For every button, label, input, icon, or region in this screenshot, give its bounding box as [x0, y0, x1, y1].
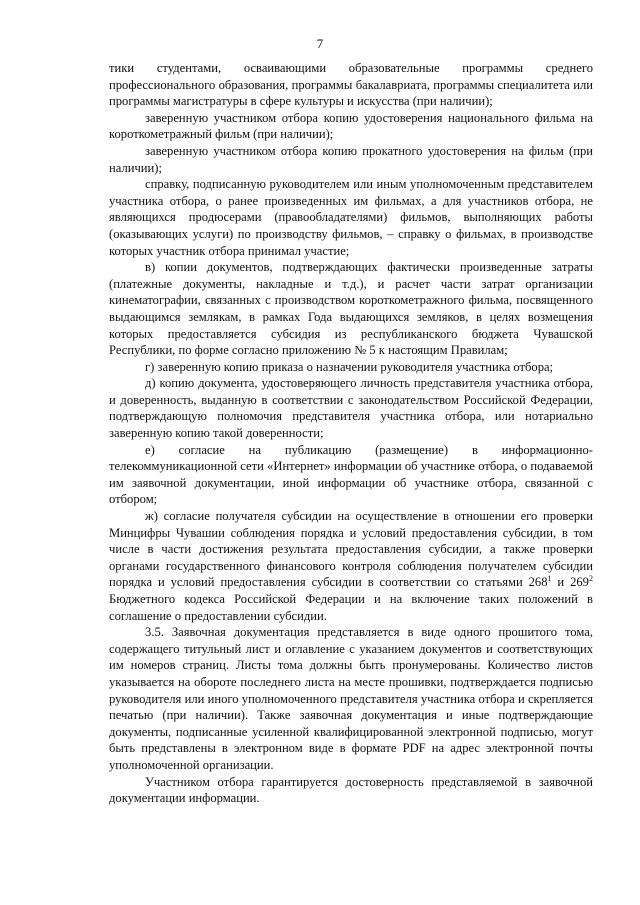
- paragraph-item-e: е) согласие на публикацию (размещение) в информационно-телекоммуникационной сети «Интернет» информации об участнике отбора, о подаваемой им заявочной документации, иной информации об участнике отбора, связанной с отбором;: [109, 442, 593, 507]
- document-body: [109, 60, 593, 807]
- paragraph-accuracy-guarantee: Участником отбора гарантируется достоверность представляемой в заявочной документации информации.: [109, 774, 593, 806]
- paragraph-films-reference: справку, подписанную руководителем или иным уполномоченным представителем участника отбора, о ранее произведенных им фильмах, а для участников отбора, не являющихся продюсерами (правообладателями) фильмов, выполняющих работы (оказывающих услуги) по производству фильмов, – справку о фильмах, в производстве которых участник отбора принимал участие;: [109, 177, 593, 258]
- superscript-2: 2: [588, 574, 593, 584]
- superscript-1: 1: [547, 574, 552, 584]
- paragraph-distribution-certificate: заверенную участником отбора копию прокатного удостоверения на фильм (при наличии);: [109, 143, 593, 175]
- item-zh-text-middle: и 269: [551, 575, 589, 590]
- paragraph-continuation: тики студентами, осваивающими образовательные программы среднего профессионального образования, программы бакалавриата, программы специалитета или программы магистратуры в сфере культуры и искусства (при наличии);: [109, 61, 593, 109]
- paragraph-item-d: д) копию документа, удостоверяющего личность представителя участника отбора, и доверенность, выданную в соответствии с законодательством Российской Федерации, подтверждающую полномочия представителя участника отбора, или нотариально заверенную копию такой доверенности;: [109, 376, 593, 441]
- item-zh-text-start: ж) согласие получателя субсидии на осуществление в отношении его проверки Минцифры Чувашии соблюдения порядка и условий предоставления субсидии, в том числе в части достижения результата предоставления субсидии, а также проверки органами государственного финансового контроля соблюдения получателем субсидии порядка и условий предоставления субсидии в соответствии со статьями 268: [109, 509, 593, 590]
- paragraph-national-film-certificate: заверенную участником отбора копию удостоверения национального фильма на короткометражный фильм (при наличии);: [109, 110, 593, 142]
- item-zh-text-end: Бюджетного кодекса Российской Федерации и на включение таких положений в соглашение о предоставлении субсидии.: [109, 592, 593, 623]
- page-number: 7: [316, 36, 324, 51]
- paragraph-item-v: в) копии документов, подтверждающих фактически произведенные затраты (платежные документы, накладные и т.д.), и расчет части затрат организации кинематографии, связанных с производством короткометражного фильма, посвященного выдающимся землякам, в рамках Года выдающихся земляков, в целях возмещения которых предоставляется субсидия из республиканского бюджета Чувашской Республики, по форме согласно приложению № 5 к настоящим Правилам;: [109, 260, 593, 358]
- paragraph-item-g: г) заверенную копию приказа о назначении руководителя участника отбора;: [145, 359, 554, 374]
- paragraph-item-zh: [109, 508, 593, 624]
- paragraph-section-3-5: 3.5. Заявочная документация представляется в виде одного прошитого тома, содержащего титульный лист и оглавление с указанием документов и соответствующих им номеров страниц. Листы тома должны быть пронумерованы. Количество листов указывается на обороте последнего листа на месте прошивки, подтверждается подписью руководителя или иного уполномоченного представителя участника отбора и скрепляется печатью (при наличии). Также заявочная документация и иные подтверждающие документы, подписанные усиленной квалифицированной электронной подписью, могут быть представлены в электронном виде в формате PDF на адрес электронной почты уполномоченной организации.: [109, 625, 593, 772]
